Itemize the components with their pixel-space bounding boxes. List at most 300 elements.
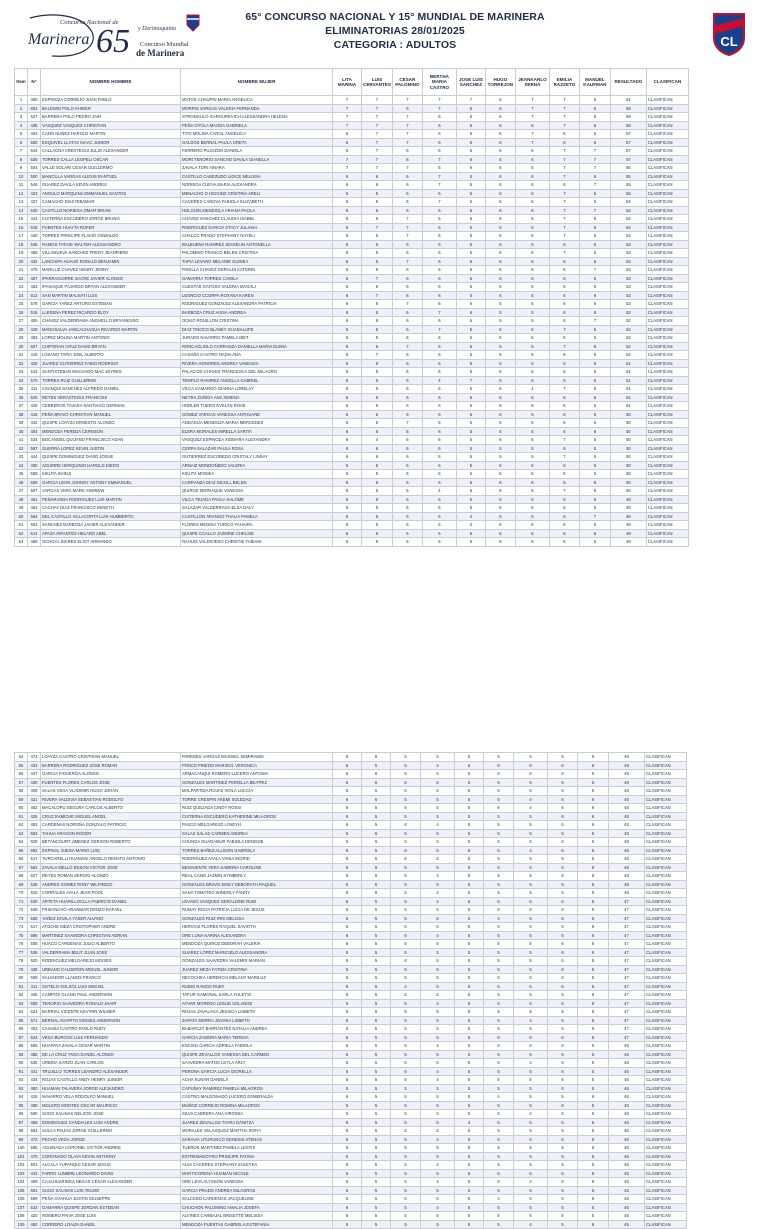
- table-cell: 6: [362, 317, 393, 326]
- table-cell: BETANCOURT JIMENEZ GERSON ROBERTO: [41, 838, 181, 847]
- table-cell: 5: [422, 504, 456, 513]
- table-cell: ENCISO GARCIA ADRIELA FABIOLA: [181, 1042, 333, 1051]
- table-cell: NECOCHEA HERENCIA MELANY MARILUZ: [181, 974, 333, 983]
- table-cell: 6: [362, 215, 393, 224]
- table-cell: 5: [514, 1093, 548, 1102]
- table-cell: 53: [610, 249, 646, 258]
- table-cell: 6: [362, 461, 393, 470]
- table-cell: 5: [514, 1084, 548, 1093]
- table-cell: 107: [15, 1203, 28, 1212]
- table-cell: CLASIFICAN: [645, 889, 687, 898]
- table-cell: SUAREZ LOPEZ MARICIELO ALESSANDRA: [181, 948, 333, 957]
- table-cell: 5: [391, 1050, 421, 1059]
- table-cell: 5: [455, 1101, 484, 1110]
- table-cell: 5: [333, 538, 362, 547]
- table-cell: 538: [28, 906, 41, 915]
- table-cell: 6: [456, 368, 485, 377]
- table-cell: 6: [362, 863, 391, 872]
- table-cell: 5: [485, 402, 515, 411]
- table-cell: 5: [485, 300, 515, 309]
- table-cell: 7: [333, 155, 362, 164]
- table-cell: 46: [609, 1093, 645, 1102]
- table-cell: 6: [422, 436, 456, 445]
- table-cell: 6: [333, 419, 362, 428]
- table-cell: 5: [548, 829, 578, 838]
- table-cell: 52: [610, 342, 646, 351]
- table-cell: 6: [549, 300, 579, 309]
- table-row: [15, 436, 689, 445]
- table-cell: 6: [422, 240, 456, 249]
- table-cell: RUIZ QUEZADA CINDY ROSSI: [181, 804, 333, 813]
- table-cell: 100: [15, 1144, 28, 1153]
- table-cell: 4: [456, 512, 485, 521]
- table-cell: 46: [15, 478, 28, 487]
- table-cell: 5: [484, 1118, 514, 1127]
- table-cell: 6: [579, 198, 610, 207]
- table-cell: ROMERO PAIVA JOSE LUIS: [41, 1212, 181, 1221]
- table-cell: 6: [579, 385, 610, 394]
- table-cell: 5: [362, 368, 393, 377]
- table-cell: 7: [515, 113, 549, 122]
- table-cell: 5: [485, 198, 515, 207]
- table-cell: 5: [422, 521, 456, 530]
- table-cell: 22: [15, 274, 28, 283]
- table-row: [15, 1186, 687, 1195]
- table-cell: 5: [392, 410, 422, 419]
- table-cell: 5: [548, 1016, 578, 1025]
- table-cell: CLASIFICAN: [645, 1033, 687, 1042]
- table-cell: 5: [455, 1067, 484, 1076]
- table-cell: CARRANZA DIAZ NICOLL BELEN: [181, 478, 333, 487]
- table-cell: 7: [362, 130, 393, 139]
- table-cell: 5: [362, 1144, 391, 1153]
- table-cell: 6: [578, 1195, 609, 1204]
- table-cell: 6: [549, 351, 579, 360]
- table-cell: 49: [610, 504, 646, 513]
- table-cell: 5: [333, 1195, 362, 1204]
- table-cell: 5: [514, 1144, 548, 1153]
- table-cell: APAZA INFANTES HELARD ABEL: [41, 529, 181, 538]
- table-cell: 6: [333, 770, 362, 779]
- table-cell: 5: [362, 1212, 391, 1221]
- table-cell: 46: [609, 1059, 645, 1068]
- table-cell: CLASIFICAN: [645, 1067, 687, 1076]
- table-cell: 6: [422, 249, 456, 258]
- table-cell: 5: [484, 897, 514, 906]
- table-cell: 5: [514, 940, 548, 949]
- table-cell: 5: [455, 1050, 484, 1059]
- table-cell: 6: [485, 521, 515, 530]
- table-cell: 5: [485, 342, 515, 351]
- table-cell: 5: [362, 812, 391, 821]
- table-cell: 5: [578, 957, 609, 966]
- table-cell: 5: [421, 1016, 455, 1025]
- table-cell: GARCIA YAÑEZ ARTURO ESTEBAN: [41, 300, 181, 309]
- table-cell: 45: [609, 1161, 645, 1170]
- table-cell: CLASIFICAN: [645, 838, 687, 847]
- table-cell: ÑAHUIS VALDIVIESO CHRISTIE FABIANI: [181, 538, 333, 547]
- table-cell: CLASIFICAN: [646, 215, 688, 224]
- table-cell: 5: [421, 1186, 455, 1195]
- table-cell: 597: [28, 444, 41, 453]
- table-cell: 5: [515, 266, 549, 275]
- table-cell: 49: [610, 495, 646, 504]
- table-cell: 6: [578, 948, 609, 957]
- table-cell: 4: [15, 121, 28, 130]
- table-row: [15, 965, 687, 974]
- table-cell: 5: [515, 427, 549, 436]
- table-cell: MARTINEZ SAAVEDRA CHRISTIAN ADRIAN: [41, 931, 181, 940]
- table-cell: TORRES BAÑEZ ALLISON GABRIELA: [181, 846, 333, 855]
- table-row: [15, 1110, 687, 1119]
- table-cell: 6: [333, 257, 362, 266]
- table-cell: CLASIFICAN: [645, 821, 687, 830]
- table-row: [15, 342, 689, 351]
- table-cell: OCKIO ROUILLON CRISTINA: [181, 317, 333, 326]
- table-cell: 6: [392, 249, 422, 258]
- table-cell: SULCA ROJAS JORGE GUILLERMO: [41, 1127, 181, 1136]
- table-cell: 46: [609, 1135, 645, 1144]
- table-cell: LANCHIPA HUAUD RONALD BENJAMIN: [41, 257, 181, 266]
- table-cell: 5: [455, 804, 484, 813]
- table-cell: 53: [610, 257, 646, 266]
- table-cell: 7: [392, 215, 422, 224]
- table-cell: 5: [484, 1144, 514, 1153]
- table-cell: 6: [422, 317, 456, 326]
- table-cell: 7: [579, 147, 610, 156]
- table-cell: MACALOPU SEGURA CARLOS ALBERTO: [41, 804, 181, 813]
- table-cell: 5: [484, 1084, 514, 1093]
- table-cell: CLASIFICAN: [645, 753, 687, 762]
- table-cell: 45: [15, 470, 28, 479]
- table-cell: 5: [485, 376, 515, 385]
- col-header: LITA MARINA: [333, 69, 362, 96]
- table-cell: 5: [333, 368, 362, 377]
- table-cell: 6: [548, 1135, 578, 1144]
- table-cell: 6: [579, 334, 610, 343]
- table-cell: 48: [609, 787, 645, 796]
- table-cell: 5: [548, 1212, 578, 1221]
- table-cell: 620: [28, 957, 41, 966]
- table-cell: TAFUR GAMONAL KARLA YULEYSI: [181, 991, 333, 1000]
- table-cell: 6: [422, 283, 456, 292]
- table-cell: 4: [514, 804, 548, 813]
- table-cell: GUTIERREZ ESCOBEDO CRISTALY LINSAY: [181, 453, 333, 462]
- table-row: [15, 1195, 687, 1204]
- table-cell: CLASIFICAN: [645, 982, 687, 991]
- table-cell: CLASIFICAN: [645, 1169, 687, 1178]
- table-cell: 46: [609, 1110, 645, 1119]
- table-cell: 104: [15, 1178, 28, 1187]
- table-cell: 7: [549, 453, 579, 462]
- table-cell: 57: [610, 130, 646, 139]
- table-cell: 5: [455, 1212, 484, 1221]
- table-row: [15, 266, 689, 275]
- table-cell: 5: [456, 495, 485, 504]
- table-cell: 4: [421, 872, 455, 881]
- table-cell: 7: [15, 147, 28, 156]
- table-cell: 5: [515, 325, 549, 334]
- table-cell: 5: [362, 914, 391, 923]
- table-cell: 5: [333, 1059, 362, 1068]
- table-cell: 5: [484, 829, 514, 838]
- table-cell: 6: [579, 529, 610, 538]
- table-cell: 464: [28, 504, 41, 513]
- table-cell: 4: [421, 1076, 455, 1085]
- table-cell: CARDENAS NOROÑA GONZALO PATRICIO: [41, 821, 181, 830]
- table-cell: 5: [484, 999, 514, 1008]
- table-cell: 6: [548, 1084, 578, 1093]
- table-cell: 440: [28, 232, 41, 241]
- table-cell: 7: [362, 147, 393, 156]
- table-cell: 5: [514, 1025, 548, 1034]
- table-cell: 47: [609, 1033, 645, 1042]
- table-cell: 47: [609, 906, 645, 915]
- table-cell: 6: [579, 487, 610, 496]
- table-cell: CAMPOS OLANO PAUL ANDERSON: [41, 991, 181, 1000]
- table-cell: 5: [485, 495, 515, 504]
- table-cell: 4: [421, 1067, 455, 1076]
- table-cell: 6: [578, 863, 609, 872]
- table-cell: 5: [484, 863, 514, 872]
- table-cell: 109: [15, 1220, 28, 1229]
- table-row: [15, 130, 689, 139]
- table-cell: CLASIFICAN: [646, 300, 688, 309]
- table-cell: 5: [391, 948, 421, 957]
- table-cell: 6: [485, 113, 515, 122]
- logo-text-a: Concurso Nacional de: [60, 19, 119, 26]
- table-cell: 5: [578, 1050, 609, 1059]
- table-cell: 5: [514, 889, 548, 898]
- table-cell: 6: [515, 147, 549, 156]
- table-cell: 525: [28, 393, 41, 402]
- table-cell: 4: [484, 1093, 514, 1102]
- table-cell: 7: [549, 172, 579, 181]
- table-cell: 623: [28, 1008, 41, 1017]
- table-cell: ESPINAL OJEDA MARIO LUIS: [41, 846, 181, 855]
- table-cell: 6: [515, 223, 549, 232]
- table-cell: 4: [421, 821, 455, 830]
- table-cell: 5: [456, 436, 485, 445]
- table-cell: 6: [548, 787, 578, 796]
- table-cell: 6: [362, 266, 393, 275]
- table-cell: 5: [514, 1050, 548, 1059]
- table-cell: 5: [333, 274, 362, 283]
- logo-text-b: Marinera: [28, 31, 90, 48]
- table-cell: 6: [548, 770, 578, 779]
- table-cell: 5: [578, 846, 609, 855]
- table-cell: MENDOZA PUERTAS GABRIELA ESTEFANIA: [181, 1220, 333, 1229]
- table-cell: 5: [391, 1212, 421, 1221]
- table-cell: 6: [362, 402, 393, 411]
- table-cell: 5: [548, 923, 578, 932]
- table-cell: 5: [578, 1059, 609, 1068]
- table-cell: 54: [610, 198, 646, 207]
- table-cell: 6: [515, 181, 549, 190]
- table-cell: 6: [392, 104, 422, 113]
- table-cell: 52: [15, 529, 28, 538]
- table-cell: 5: [391, 906, 421, 915]
- table-cell: 5: [421, 1118, 455, 1127]
- table-cell: 5: [455, 838, 484, 847]
- table-cell: 5: [515, 291, 549, 300]
- table-row: [15, 872, 687, 881]
- table-cell: 5: [392, 495, 422, 504]
- table-cell: 5: [456, 410, 485, 419]
- table-cell: 6: [362, 410, 393, 419]
- table-cell: 47: [609, 1008, 645, 1017]
- table-cell: 5: [421, 770, 455, 779]
- table-cell: 5: [455, 821, 484, 830]
- table-cell: 5: [455, 778, 484, 787]
- table-cell: 6: [421, 787, 455, 796]
- table-cell: 5: [514, 1118, 548, 1127]
- table-cell: CLASIFICAN: [645, 1016, 687, 1025]
- table-cell: 5: [421, 812, 455, 821]
- table-cell: 49: [609, 761, 645, 770]
- table-cell: 5: [578, 1212, 609, 1221]
- table-cell: 6: [362, 529, 393, 538]
- table-cell: 71: [15, 897, 28, 906]
- table-cell: 5: [578, 982, 609, 991]
- table-cell: CAMACHO DIAZ RIBAMAR: [41, 198, 181, 207]
- table-cell: 5: [455, 1127, 484, 1136]
- table-cell: 5: [515, 529, 549, 538]
- table-cell: 5: [514, 1186, 548, 1195]
- table-cell: 7: [549, 198, 579, 207]
- table-cell: 6: [333, 872, 362, 881]
- table-cell: 6: [549, 308, 579, 317]
- table-cell: 470: [28, 1152, 41, 1161]
- col-header: RESULTADO: [610, 69, 646, 96]
- table-cell: MENDOZA PEREDA CERNSON: [41, 427, 181, 436]
- table-cell: CLASIFICAN: [646, 342, 688, 351]
- table-cell: 53: [610, 300, 646, 309]
- table-cell: 5: [456, 172, 485, 181]
- table-cell: 5: [391, 1059, 421, 1068]
- table-cell: 5: [362, 1110, 391, 1119]
- table-cell: 524: [28, 1033, 41, 1042]
- table-cell: 7: [549, 147, 579, 156]
- table-cell: ZAPATA SIERRA JOVANA LISBETH: [181, 1016, 333, 1025]
- table-cell: 6: [485, 436, 515, 445]
- table-cell: 5: [422, 164, 456, 173]
- table-cell: 6: [455, 846, 484, 855]
- table-cell: 5: [391, 1101, 421, 1110]
- table-cell: 5: [484, 889, 514, 898]
- table-cell: 6: [515, 478, 549, 487]
- table-cell: 402: [28, 1025, 41, 1034]
- table-cell: 5: [421, 804, 455, 813]
- table-cell: 103: [15, 1169, 28, 1178]
- table-cell: 5: [456, 249, 485, 258]
- table-cell: 5: [548, 863, 578, 872]
- table-cell: 4: [391, 982, 421, 991]
- table-cell: RODRIGUEZ AYALA VANIA INGRID: [181, 855, 333, 864]
- table-cell: 6: [578, 872, 609, 881]
- table-cell: 6: [422, 291, 456, 300]
- table-row: [15, 419, 689, 428]
- table-cell: 4: [362, 436, 393, 445]
- table-cell: 82: [15, 991, 28, 1000]
- table-row: [15, 470, 689, 479]
- table-cell: 26: [15, 308, 28, 317]
- table-cell: 7: [392, 257, 422, 266]
- table-cell: 5: [421, 1195, 455, 1204]
- table-cell: 4: [514, 1220, 548, 1229]
- table-cell: 5: [422, 461, 456, 470]
- table-cell: CLASIFICAN: [646, 317, 688, 326]
- table-cell: 6: [578, 753, 609, 762]
- table-row: [15, 1050, 687, 1059]
- table-cell: 5: [514, 778, 548, 787]
- table-cell: 6: [549, 368, 579, 377]
- table-cell: CLASIFICAN: [645, 1152, 687, 1161]
- table-cell: 6: [333, 359, 362, 368]
- table-cell: LOPEZ MOLINA MARTIN ANTONIO: [41, 334, 181, 343]
- table-cell: CLASIFICAN: [646, 436, 688, 445]
- table-cell: 55: [610, 189, 646, 198]
- table-cell: 6: [392, 283, 422, 292]
- table-cell: 65: [15, 846, 28, 855]
- table-cell: 5: [456, 444, 485, 453]
- table-cell: 5: [391, 1118, 421, 1127]
- table-cell: 4: [484, 914, 514, 923]
- table-cell: 6: [333, 829, 362, 838]
- table-row: [15, 914, 687, 923]
- table-cell: 5: [362, 821, 391, 830]
- table-cell: CLASIFICAN: [646, 172, 688, 181]
- table-cell: 5: [455, 1152, 484, 1161]
- table-cell: AGUINAGA CORONEL VICTOR ANDREE: [41, 1144, 181, 1153]
- table-cell: CLASIFICAN: [646, 240, 688, 249]
- table-cell: 61: [15, 812, 28, 821]
- table-cell: 5: [484, 1220, 514, 1229]
- col-header: HUGO TORREJON: [485, 69, 515, 96]
- table-cell: 571: [28, 1016, 41, 1025]
- table-cell: 6: [548, 957, 578, 966]
- table-cell: 5: [514, 1076, 548, 1085]
- table-cell: AGUIRRE HERQUINIO HAROLD DIEGO: [41, 461, 181, 470]
- table-cell: 6: [392, 453, 422, 462]
- table-cell: MENACHO O HIGGINS CRISTINA ARELI: [181, 189, 333, 198]
- table-cell: 5: [362, 948, 391, 957]
- table-cell: 6: [515, 121, 549, 130]
- table-cell: CASTILLO CABEZUDO LIDICE MELISSA: [181, 172, 333, 181]
- table-cell: CLASIFICAN: [645, 999, 687, 1008]
- table-cell: IPANAQUE FAJARDO BRYAN ALEXANDER: [41, 283, 181, 292]
- table-cell: 6: [421, 778, 455, 787]
- table-cell: 6: [548, 804, 578, 813]
- table-cell: STRONGULO GARGUREVICH ALESSANDRA HELENA: [181, 113, 333, 122]
- table-cell: 56: [15, 770, 28, 779]
- table-cell: 75: [15, 931, 28, 940]
- table-cell: 34: [15, 376, 28, 385]
- table-cell: 6: [362, 982, 391, 991]
- table-cell: 5: [391, 1195, 421, 1204]
- table-row: [15, 155, 689, 164]
- table-cell: 13: [15, 198, 28, 207]
- table-cell: 6: [391, 804, 421, 813]
- table-cell: CUESTAS GAYOSO VALERIA MAGALI: [181, 283, 333, 292]
- table-cell: CSANQUI SANCHEZ ALFREDO DANIEL: [41, 385, 181, 394]
- table-cell: 5: [578, 855, 609, 864]
- table-row: [15, 113, 689, 122]
- table-cell: CLASIFICAN: [646, 444, 688, 453]
- table-cell: 6: [579, 351, 610, 360]
- table-cell: 49: [609, 753, 645, 762]
- table-cell: 5: [391, 1152, 421, 1161]
